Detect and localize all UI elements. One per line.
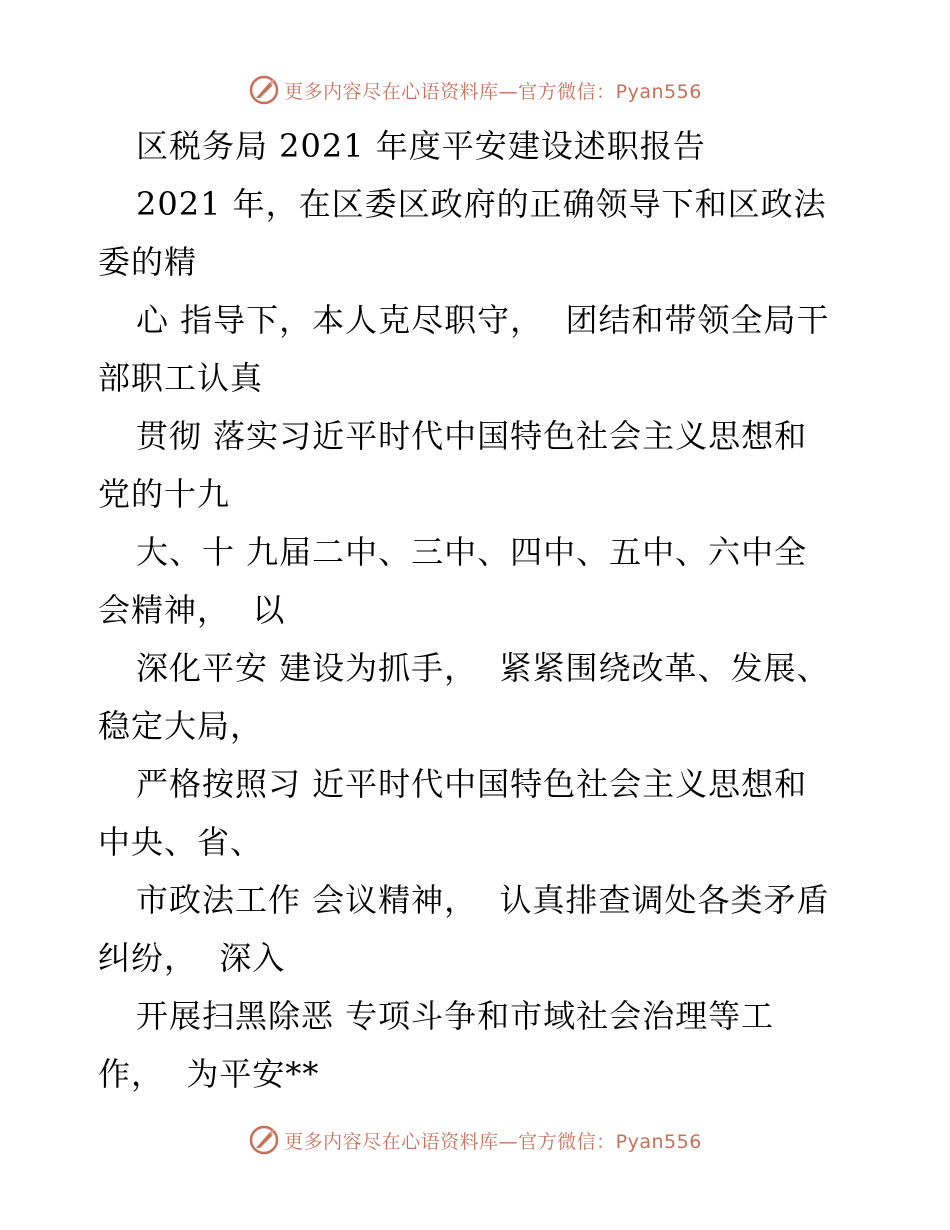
body-line: 深化平安 建设为抓手， 紧紧围绕改革、发展、 <box>136 649 830 687</box>
watermark-text: 更多内容尽在心语资料库—官方微信：Pyan556 <box>284 1130 702 1153</box>
body-line: 稳定大局， <box>98 707 264 745</box>
body-line: 会精神， 以 <box>98 591 286 629</box>
body-line: 中央、省、 <box>98 823 264 861</box>
body-line: 作， 为平安** <box>98 1055 320 1093</box>
feather-pen-logo-icon <box>248 1124 280 1156</box>
body-line: 心 指导下，本人克尽职守， 团结和带领全局干 <box>136 301 830 339</box>
body-line: 部职工认真 <box>98 359 264 397</box>
body-line: 纠纷， 深入 <box>98 939 286 977</box>
body-line: 市政法工作 会议精神， 认真排查调处各类矛盾 <box>136 881 830 919</box>
body-line: 委的精 <box>98 243 198 281</box>
footer-watermark <box>0 1120 950 1160</box>
feather-pen-logo-icon <box>248 74 280 106</box>
body-line: 2021 年，在区委区政府的正确领导下和区政法 <box>136 185 827 223</box>
document-title: 区税务局 2021 年度平安建设述职报告 <box>136 127 706 165</box>
body-line: 贯彻 落实习近平时代中国特色社会主义思想和 <box>136 417 808 455</box>
body-line: 党的十九 <box>98 475 231 513</box>
body-line: 严格按照习 近平时代中国特色社会主义思想和 <box>136 765 808 803</box>
body-line: 开展扫黑除恶 专项斗争和市域社会治理等工 <box>136 997 775 1035</box>
body-line: 大、十 九届二中、三中、四中、五中、六中全 <box>136 533 808 571</box>
header-watermark <box>0 70 950 110</box>
watermark-text: 更多内容尽在心语资料库—官方微信：Pyan556 <box>284 80 702 103</box>
